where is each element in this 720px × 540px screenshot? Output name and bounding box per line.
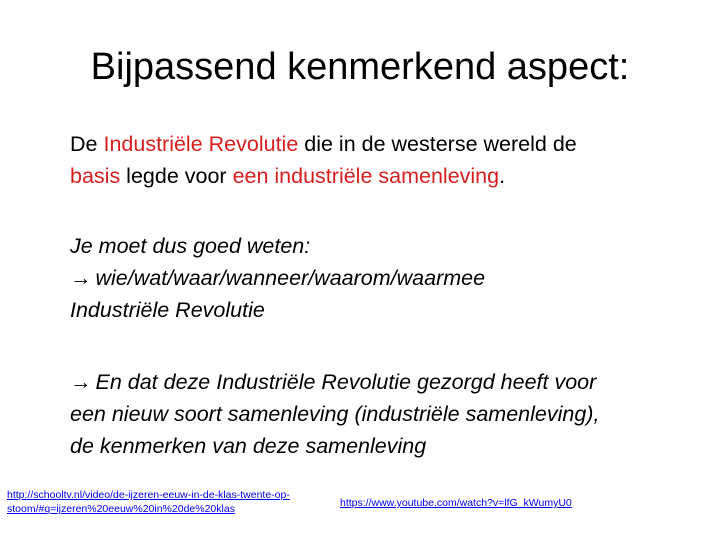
arrow-right-icon: →	[70, 370, 92, 394]
schooltv-link[interactable]	[7, 488, 327, 516]
consequence-line	[70, 366, 680, 398]
highlight-industriele-revolutie: Industriële Revolutie	[103, 132, 299, 156]
consequence-text-3: de kenmerken van deze samenleving	[70, 434, 427, 458]
know-list	[70, 230, 680, 326]
arrow-right-icon: →	[70, 266, 92, 290]
know-line	[70, 262, 680, 294]
consequence-paragraph	[70, 366, 680, 462]
statement-text: legde voor	[120, 164, 233, 188]
highlight-industriele-samenleving: een industriële samenleving	[232, 164, 500, 188]
youtube-link[interactable]: https://www.youtube.com/watch?v=lfG_kWumyU0	[340, 497, 572, 509]
statement-text: .	[499, 164, 506, 188]
schooltv-link-line-2[interactable]: stoom/#q=ijzeren%20eeuw%20in%20de%20klas	[7, 503, 235, 515]
slide-title: Bijpassend kenmerkend aspect:	[90, 46, 630, 88]
statement-text: De	[70, 132, 104, 156]
know-subject: Industriële Revolutie	[70, 298, 265, 322]
know-heading: Je moet dus goed weten:	[70, 234, 311, 258]
statement-text: die in de westerse wereld de	[298, 132, 577, 156]
know-items: wie/wat/waar/wanneer/waarom/waarmee	[95, 266, 486, 290]
schooltv-link-line-1[interactable]: http://schooltv.nl/video/de-ijzeren-eeuw-in-de-klas-twente-op-	[7, 489, 290, 501]
highlight-basis: basis	[70, 164, 121, 188]
main-statement	[70, 128, 680, 192]
consequence-text-2: een nieuw soort samenleving (industriële samenleving),	[70, 402, 600, 426]
consequence-text-1: En dat deze Industriële Revolutie gezorgd heeft voor	[95, 370, 597, 394]
